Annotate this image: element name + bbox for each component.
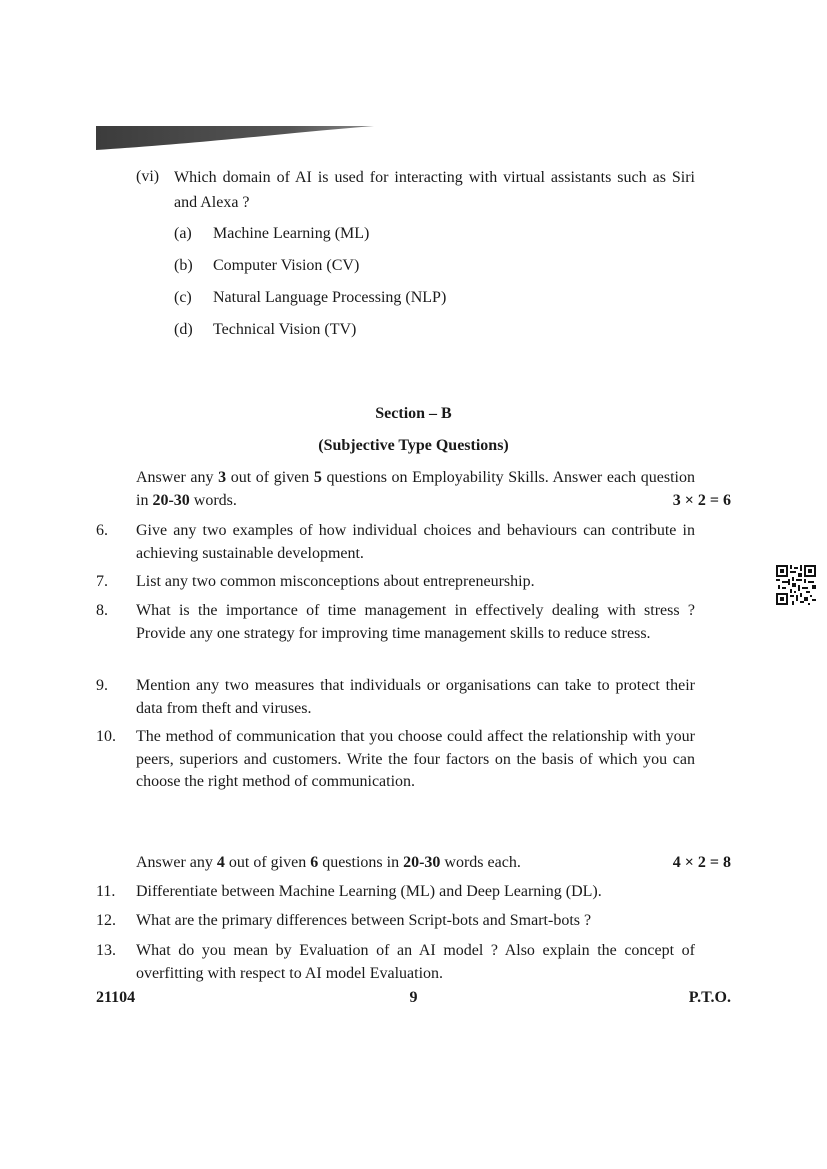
question-number: 10. [96, 728, 116, 745]
paper-code: 21104 [96, 989, 136, 1006]
question-number: 13. [96, 942, 116, 959]
option-label: (a) [174, 225, 192, 242]
qr-code-icon [776, 565, 816, 605]
pto-label: P.T.O. [688, 989, 731, 1006]
option-label: (c) [174, 289, 192, 306]
instruction-1: Answer any 3 out of given 5 questions on Employability Skills. Answer each question in 20-30 words. [136, 469, 695, 509]
instruction-2: Answer any 4 out of given 6 questions in 20-30 words each. [136, 854, 521, 871]
option-label: (d) [174, 321, 193, 338]
option-text: Technical Vision (TV) [213, 321, 357, 338]
option-text: Machine Learning (ML) [213, 225, 370, 242]
question-number: 8. [96, 602, 108, 619]
option-text: Natural Language Processing (NLP) [213, 289, 447, 306]
question-text: Differentiate between Machine Learning (ML) and Deep Learning (DL). [136, 883, 602, 900]
question-number: 9. [96, 677, 108, 694]
option-text: Computer Vision (CV) [213, 257, 360, 274]
question-vi-text: Which domain of AI is used for interacting with virtual assistants such as Siri and Alexa ? [174, 169, 695, 211]
marks-1: 3 × 2 = 6 [672, 492, 731, 509]
question-number: 6. [96, 522, 108, 539]
question-text: What are the primary differences between Script-bots and Smart-bots ? [136, 912, 592, 929]
section-subtitle: (Subjective Type Questions) [318, 437, 509, 454]
question-number: 7. [96, 573, 108, 590]
question-vi-number: (vi) [136, 168, 160, 185]
question-number: 12. [96, 912, 116, 929]
question-text: What do you mean by Evaluation of an AI model ? Also explain the concept of overfitting with respect to AI model Evaluation. [136, 942, 695, 982]
page-number: 9 [409, 989, 418, 1006]
header-decoration [96, 124, 374, 150]
marks-2: 4 × 2 = 8 [672, 854, 731, 871]
option-label: (b) [174, 257, 193, 274]
question-text: The method of communication that you choose could affect the relationship with your peers, superiors and customers. Write the four factors on the basis of which you can choose the right method of communication. [136, 728, 695, 790]
question-text: What is the importance of time management in effectively dealing with stress ? Provide any one strategy for improving time management skills to reduce stress. [136, 602, 695, 642]
question-text: List any two common misconceptions about entrepreneurship. [136, 573, 535, 590]
question-text: Give any two examples of how individual choices and behaviours can contribute in achieving sustainable development. [136, 522, 695, 562]
section-title: Section – B [375, 405, 452, 422]
question-text: Mention any two measures that individuals or organisations can take to protect their data from theft and viruses. [136, 677, 695, 717]
question-number: 11. [96, 883, 116, 900]
